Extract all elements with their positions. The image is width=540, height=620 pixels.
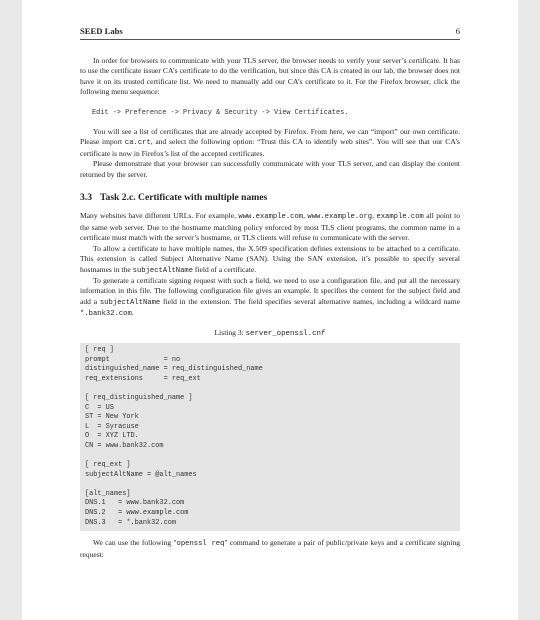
code-listing: [80, 343, 460, 531]
page-number: 6: [455, 26, 460, 36]
section-number: 3.3: [80, 192, 92, 204]
inline-code: openssl req: [176, 540, 225, 549]
text-run: , and select the following option: “Trust this CA to identify web sites”. You will see that our CA’s certificate is now in Firefox’s list of the accepted certificates.: [80, 137, 460, 158]
section-title: Task 2.c. Certificate with multiple names: [100, 192, 268, 204]
text-run: You will see a list of certificates that are already accepted by Firefox. From here, we can “import” our own certificate. Please import: [80, 127, 460, 147]
paragraph-san-extension: [80, 244, 460, 276]
document-page: [22, 0, 518, 620]
page-content: [80, 56, 460, 560]
code-block-req-ext: [ req_ext ] subjectAltName = @alt_names: [85, 461, 197, 479]
text-run: To allow a certificate to have multiple names, the X.509 specification defines extensions to be attached to a certificate. This extension is called Subject Alternative Name (SAN). Using the SAN extension, it’s possible to specify several hostnames in the: [80, 243, 460, 274]
inline-code: subjectAltName: [99, 298, 161, 307]
inline-code: *.bank32.com: [80, 310, 132, 319]
listing-caption: [80, 328, 460, 339]
paragraph-config-file: [80, 276, 460, 320]
text-run: field in the extension. The field specifies several alternative names, including a wildcard name: [160, 296, 460, 306]
page-header: [80, 26, 460, 40]
text-run: " command to generate a pair of public/private keys and a certificate signing request:: [80, 538, 460, 559]
inline-code: www.example.com: [238, 213, 304, 222]
code-block-alt-names: [alt_names] DNS.1 = www.bank32.com DNS.2 = www.example.com DNS.3 = *.bank32.com: [85, 489, 189, 527]
paragraph-import-cert: [80, 127, 460, 159]
inline-code: example.com: [376, 213, 424, 222]
menu-sequence: Edit -> Preference -> Privacy & Security -> View Certificates.: [92, 108, 349, 117]
listing-label: Listing 3:: [214, 327, 244, 337]
text-run: field of a certificate.: [193, 264, 257, 274]
listing-filename: server_openssl.cnf: [245, 329, 326, 338]
paragraph-multiple-urls: [80, 211, 460, 243]
text-run: Many websites have different URLs. For example,: [80, 211, 239, 221]
code-block-req: [ req ] prompt = no distinguished_name = req_distinguished_name req_extensions = req_ext: [85, 345, 263, 383]
section-heading: [80, 193, 460, 203]
paragraph-openssl-req: [80, 538, 460, 560]
inline-code: ca.crt: [124, 139, 151, 148]
text-run: We can use the following ": [93, 538, 177, 548]
paragraph-demonstrate: Please demonstrate that your browser can successfully communicate with your TLS server, and can display the content returned by the server.: [80, 159, 460, 179]
text-run: .: [131, 308, 134, 318]
inline-code: www.example.org: [307, 213, 373, 222]
text-run: ,: [372, 211, 377, 221]
header-title: SEED Labs: [80, 26, 123, 36]
code-block-distinguished-name: [ req_distinguished_name ] C = US ST = New York L = Syracuse O = XYZ LTD. CN = www.bank32.com: [85, 393, 193, 450]
paragraph-firefox-intro: In order for browsers to communicate with your TLS server, the browser needs to verify your server’s certificate. It has to use the certificate issuer CA’s certificate to do the verification, but since this CA is created in our lab, the browser does not have it on its trusted certificate list. We need to manually add our CA’s certificate to it. For the Firefox browser, click the following menu sequence:: [80, 56, 460, 97]
text-run: To generate a certificate signing request with such a field, we need to use a configuration file, and put all the necessary information in this file. The following configuration file gives an example. It specifies the content for the subject field and add a: [80, 275, 460, 306]
text-run: all point to the same web server. Due to the hostname matching policy enforced by most TLS client programs, the common name in a certificate must match with the server’s hostname, or TLS clients will refuse to communicate with the server.: [80, 211, 460, 243]
inline-code: subjectAltName: [132, 266, 194, 275]
text-run: ,: [303, 211, 308, 221]
